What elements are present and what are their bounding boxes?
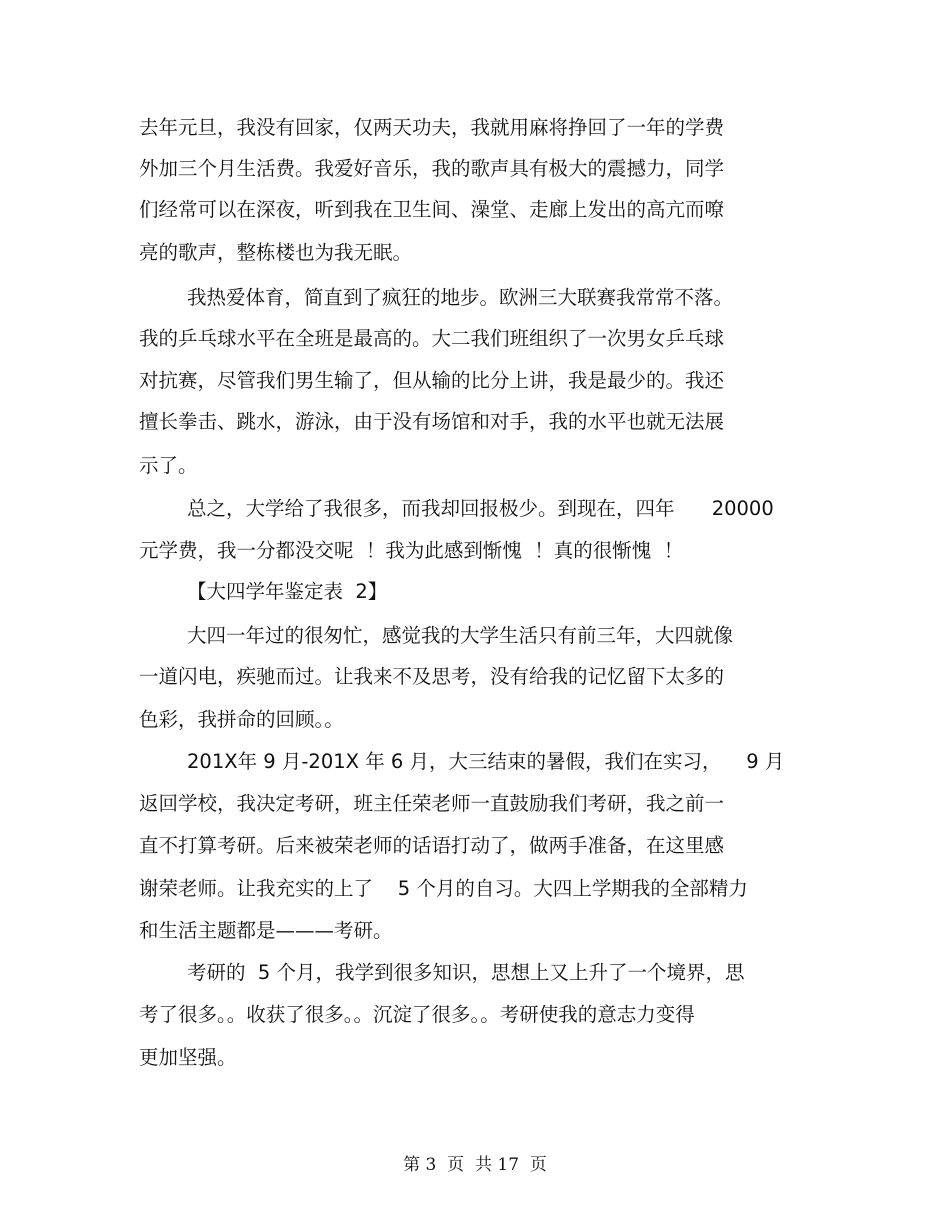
- text-line: 对抗赛，尽管我们男生输了，但从输的比分上讲，我是最少的。我还: [139, 369, 725, 392]
- text-line: 擅长拳击、跳水，游泳，由于没有场馆和对手，我的水平也就无法展: [139, 410, 725, 433]
- text-line: 示了。: [139, 454, 198, 477]
- text-line: 考了很多。。收获了很多。。沉淀了很多。。考研使我的意志力变得: [139, 1003, 695, 1026]
- text-line: 更加坚强。: [139, 1046, 237, 1069]
- paragraph-first-line: 总之，大学给了我很多，而我却回报极少。到现在，四年 20000: [187, 497, 774, 520]
- page-number-footer: 第 3 页 共 17 页: [403, 1155, 547, 1175]
- text-line: 去年元旦，我没有回家，仅两天功夫，我就用麻将挣回了一年的学费: [139, 116, 725, 139]
- section-heading: 【大四学年鉴定表 2】: [187, 580, 388, 603]
- text-line: 亮的歌声，整栋楼也为我无眠。: [139, 241, 413, 264]
- text-line: 元学费，我一分都没交呢 ！我为此感到惭愧 ！真的很惭愧 ！: [139, 539, 684, 562]
- text-line: 直不打算考研。后来被荣老师的话语打动了，做两手准备，在这里感: [139, 834, 725, 857]
- paragraph-first-line: 考研的 5 个月，我学到很多知识，思想上又上升了一个境界，思: [187, 961, 745, 984]
- text-line: 外加三个月生活费。我爱好音乐，我的歌声具有极大的震撼力，同学: [139, 157, 725, 180]
- text-line: 一道闪电，疾驰而过。让我来不及思考，没有给我的记忆留下太多的: [139, 665, 725, 688]
- text-line: 谢荣老师。让我充实的上了 5 个月的自习。大四上学期我的全部精力: [139, 877, 748, 900]
- text-line: 我的乒乓球水平在全班是最高的。大二我们班组织了一次男女乒乓球: [139, 327, 725, 350]
- text-line: 返回学校，我决定考研，班主任荣老师一直鼓励我们考研，我之前一: [139, 792, 725, 815]
- paragraph-first-line: 大四一年过的很匆忙，感觉我的大学生活只有前三年，大四就像: [187, 624, 734, 647]
- text-line: 色彩，我拼命的回顾。。: [139, 708, 344, 731]
- paragraph-first-line: 201X年 9 月-201X 年 6 月，大三结束的暑假，我们在实习， 9 月: [187, 750, 785, 773]
- text-line: 们经常可以在深夜，听到我在卫生间、澡堂、走廊上发出的高亢而嘹: [139, 198, 725, 221]
- text-line: 和生活主题都是———考研。: [139, 919, 393, 942]
- paragraph-first-line: 我热爱体育，简直到了疯狂的地步。欧洲三大联赛我常常不落。: [187, 286, 734, 309]
